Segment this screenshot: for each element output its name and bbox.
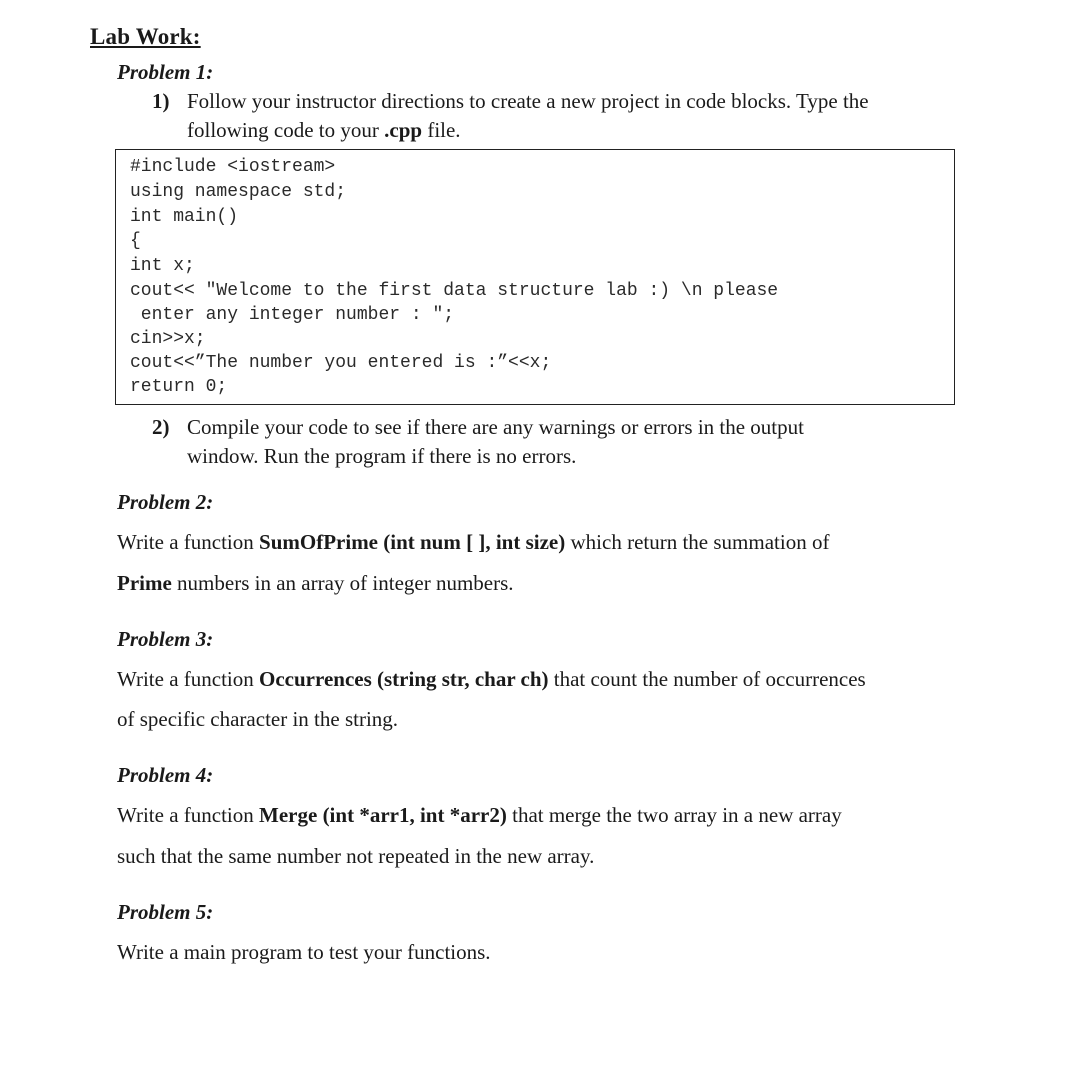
function-signature: Occurrences (string str, char ch) [259, 667, 549, 691]
code-line: using namespace std; [130, 182, 347, 202]
text-run: following code to your [187, 118, 385, 142]
code-block [115, 149, 955, 405]
code-line: return 0; [130, 377, 228, 397]
code-line: int x; [130, 256, 195, 276]
problem-4-line-1 [117, 803, 977, 828]
text-run: that merge the two array in a new array [506, 803, 842, 827]
problem-5-line-1: Write a main program to test your functions. [117, 940, 491, 964]
problem-5-title: Problem 5: [117, 900, 214, 924]
text-run: that count the number of occurrences [548, 667, 866, 691]
step-number: 1) [152, 89, 170, 113]
step-number: 2) [152, 415, 170, 439]
step-text [187, 413, 967, 471]
text-run: Write a function [117, 530, 260, 554]
code-line: enter any integer number : "; [130, 305, 455, 325]
function-signature: SumOfPrime (int num [ ], int size) [259, 530, 566, 554]
problem-4-title: Problem 4: [117, 763, 214, 787]
page-heading: Lab Work: [90, 24, 201, 49]
code-line: #include <iostream> [130, 157, 336, 177]
text-run: Write a function [117, 667, 260, 691]
problem-3-line-2: of specific character in the string. [117, 707, 399, 731]
problem-1-title: Problem 1: [117, 60, 214, 84]
text-run: Write a function [117, 803, 260, 827]
problem-4-line-2: such that the same number not repeated in the new array. [117, 844, 595, 868]
step-line: Compile your code to see if there are any warnings or errors in the output [187, 415, 804, 439]
text-run: which return the summation of [565, 530, 830, 554]
file-extension: .cpp [384, 118, 423, 142]
code-line: cout<<”The number you entered is :”<<x; [130, 353, 552, 373]
step-text [187, 87, 967, 145]
problem-2-line-1 [117, 530, 977, 555]
keyword: Prime [117, 571, 172, 595]
step-line [187, 116, 967, 145]
function-signature: Merge (int *arr1, int *arr2) [259, 803, 507, 827]
step-line: window. Run the program if there is no errors. [187, 444, 577, 468]
code-line: cout<< "Welcome to the first data structure lab :) \n please [130, 281, 779, 301]
problem-2-line-2 [117, 571, 977, 596]
code-line: { [130, 231, 141, 251]
step-line: Follow your instructor directions to create a new project in code blocks. Type the [187, 89, 869, 113]
code-line: cin>>x; [130, 329, 206, 349]
problem-2-title: Problem 2: [117, 490, 214, 514]
text-run: numbers in an array of integer numbers. [171, 571, 514, 595]
problem-3-title: Problem 3: [117, 627, 214, 651]
problem-3-line-1 [117, 667, 977, 692]
code-line: int main() [130, 207, 239, 227]
text-run: file. [422, 118, 461, 142]
